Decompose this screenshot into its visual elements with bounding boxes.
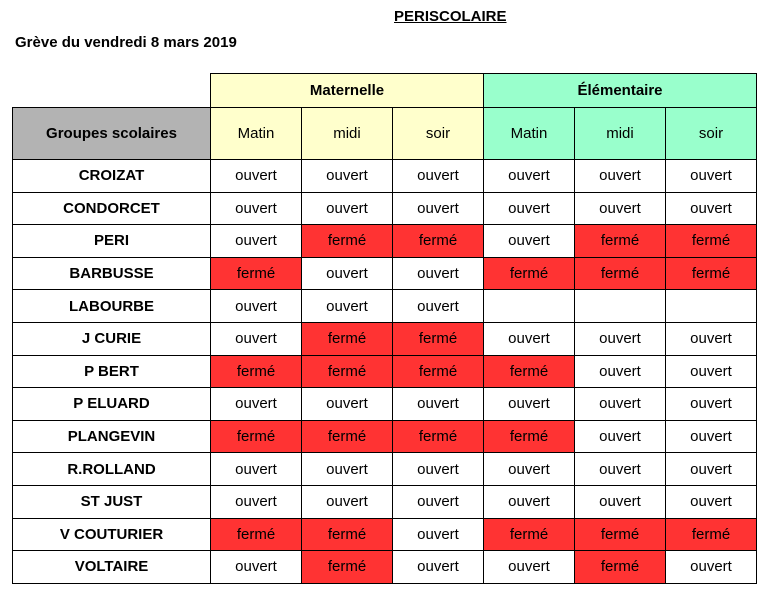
status-cell: ouvert	[575, 322, 666, 355]
status-cell: ouvert	[302, 257, 393, 290]
elementaire-soir-header: soir	[666, 108, 757, 160]
table-row	[13, 290, 757, 323]
status-cell: ouvert	[666, 160, 757, 193]
status-cell: fermé	[211, 257, 302, 290]
maternelle-matin-header: Matin	[211, 108, 302, 160]
status-cell: ouvert	[211, 160, 302, 193]
header-row-top	[13, 74, 757, 108]
status-cell: ouvert	[302, 453, 393, 486]
status-cell: ouvert	[666, 551, 757, 584]
status-cell: fermé	[666, 257, 757, 290]
status-cell: fermé	[575, 518, 666, 551]
school-name: P ELUARD	[13, 388, 211, 421]
elementaire-midi-header: midi	[575, 108, 666, 160]
status-cell: ouvert	[393, 485, 484, 518]
status-cell: ouvert	[575, 453, 666, 486]
status-cell: fermé	[484, 355, 575, 388]
maternelle-header: Maternelle	[211, 74, 484, 108]
status-cell: ouvert	[666, 485, 757, 518]
status-cell: ouvert	[484, 160, 575, 193]
status-cell: ouvert	[575, 420, 666, 453]
status-cell: ouvert	[393, 388, 484, 421]
status-cell: fermé	[393, 322, 484, 355]
school-name: VOLTAIRE	[13, 551, 211, 584]
page-subtitle: Grève du vendredi 8 mars 2019	[15, 34, 237, 51]
status-cell: fermé	[484, 518, 575, 551]
status-cell: ouvert	[393, 257, 484, 290]
status-cell: ouvert	[393, 518, 484, 551]
status-cell: ouvert	[484, 322, 575, 355]
groups-header: Groupes scolaires	[13, 108, 211, 160]
status-cell: ouvert	[484, 551, 575, 584]
status-cell: fermé	[211, 420, 302, 453]
school-name: CONDORCET	[13, 192, 211, 225]
status-cell: fermé	[211, 355, 302, 388]
status-cell: fermé	[302, 322, 393, 355]
school-name: P BERT	[13, 355, 211, 388]
elementaire-matin-header: Matin	[484, 108, 575, 160]
status-cell: ouvert	[211, 453, 302, 486]
status-cell: fermé	[666, 518, 757, 551]
status-cell: ouvert	[666, 420, 757, 453]
school-name: J CURIE	[13, 322, 211, 355]
status-cell: ouvert	[211, 388, 302, 421]
status-cell: ouvert	[484, 485, 575, 518]
table-row	[13, 225, 757, 258]
status-cell: fermé	[575, 551, 666, 584]
table-row	[13, 485, 757, 518]
status-cell: ouvert	[484, 388, 575, 421]
status-cell: ouvert	[211, 551, 302, 584]
status-cell: fermé	[393, 355, 484, 388]
status-cell: fermé	[302, 551, 393, 584]
status-cell: fermé	[666, 225, 757, 258]
school-name: PERI	[13, 225, 211, 258]
status-cell: ouvert	[575, 192, 666, 225]
table-row	[13, 322, 757, 355]
table-row	[13, 453, 757, 486]
school-name: PLANGEVIN	[13, 420, 211, 453]
status-cell: ouvert	[211, 192, 302, 225]
status-cell: fermé	[302, 355, 393, 388]
status-cell: ouvert	[575, 355, 666, 388]
status-cell: ouvert	[393, 192, 484, 225]
status-cell: ouvert	[302, 290, 393, 323]
status-cell: ouvert	[575, 160, 666, 193]
status-cell: ouvert	[393, 160, 484, 193]
status-cell: ouvert	[575, 485, 666, 518]
status-cell: ouvert	[484, 192, 575, 225]
school-name: ST JUST	[13, 485, 211, 518]
header-row-sub	[13, 108, 757, 160]
status-cell: ouvert	[211, 290, 302, 323]
status-cell: ouvert	[666, 192, 757, 225]
status-cell: fermé	[302, 420, 393, 453]
page-title: PERISCOLAIRE	[394, 8, 507, 25]
table-row	[13, 551, 757, 584]
status-cell: fermé	[211, 518, 302, 551]
status-cell: fermé	[484, 257, 575, 290]
table-row	[13, 160, 757, 193]
status-cell: ouvert	[575, 388, 666, 421]
status-cell: fermé	[302, 225, 393, 258]
maternelle-soir-header: soir	[393, 108, 484, 160]
status-cell: ouvert	[393, 551, 484, 584]
maternelle-midi-header: midi	[302, 108, 393, 160]
schedule-table	[12, 73, 757, 584]
table-row	[13, 192, 757, 225]
school-name: CROIZAT	[13, 160, 211, 193]
status-cell: ouvert	[211, 322, 302, 355]
status-cell: ouvert	[666, 388, 757, 421]
status-cell: ouvert	[302, 388, 393, 421]
status-cell: fermé	[484, 420, 575, 453]
status-cell: ouvert	[302, 160, 393, 193]
status-cell: fermé	[393, 420, 484, 453]
status-cell	[575, 290, 666, 323]
status-cell: ouvert	[484, 453, 575, 486]
status-cell: ouvert	[302, 192, 393, 225]
table-row	[13, 257, 757, 290]
school-name: BARBUSSE	[13, 257, 211, 290]
status-cell: ouvert	[211, 225, 302, 258]
status-cell: fermé	[393, 225, 484, 258]
table-row	[13, 388, 757, 421]
school-name: LABOURBE	[13, 290, 211, 323]
status-cell: ouvert	[211, 485, 302, 518]
header-corner	[13, 74, 211, 108]
status-cell: fermé	[302, 518, 393, 551]
status-cell: ouvert	[484, 225, 575, 258]
table-row	[13, 420, 757, 453]
table-row	[13, 518, 757, 551]
table-row	[13, 355, 757, 388]
school-name: V COUTURIER	[13, 518, 211, 551]
status-cell: ouvert	[393, 290, 484, 323]
status-cell: ouvert	[666, 453, 757, 486]
elementaire-header: Élémentaire	[484, 74, 757, 108]
status-cell: fermé	[575, 225, 666, 258]
status-cell	[666, 290, 757, 323]
status-cell: fermé	[575, 257, 666, 290]
status-cell: ouvert	[393, 453, 484, 486]
status-cell	[484, 290, 575, 323]
school-name: R.ROLLAND	[13, 453, 211, 486]
status-cell: ouvert	[666, 322, 757, 355]
status-cell: ouvert	[666, 355, 757, 388]
status-cell: ouvert	[302, 485, 393, 518]
